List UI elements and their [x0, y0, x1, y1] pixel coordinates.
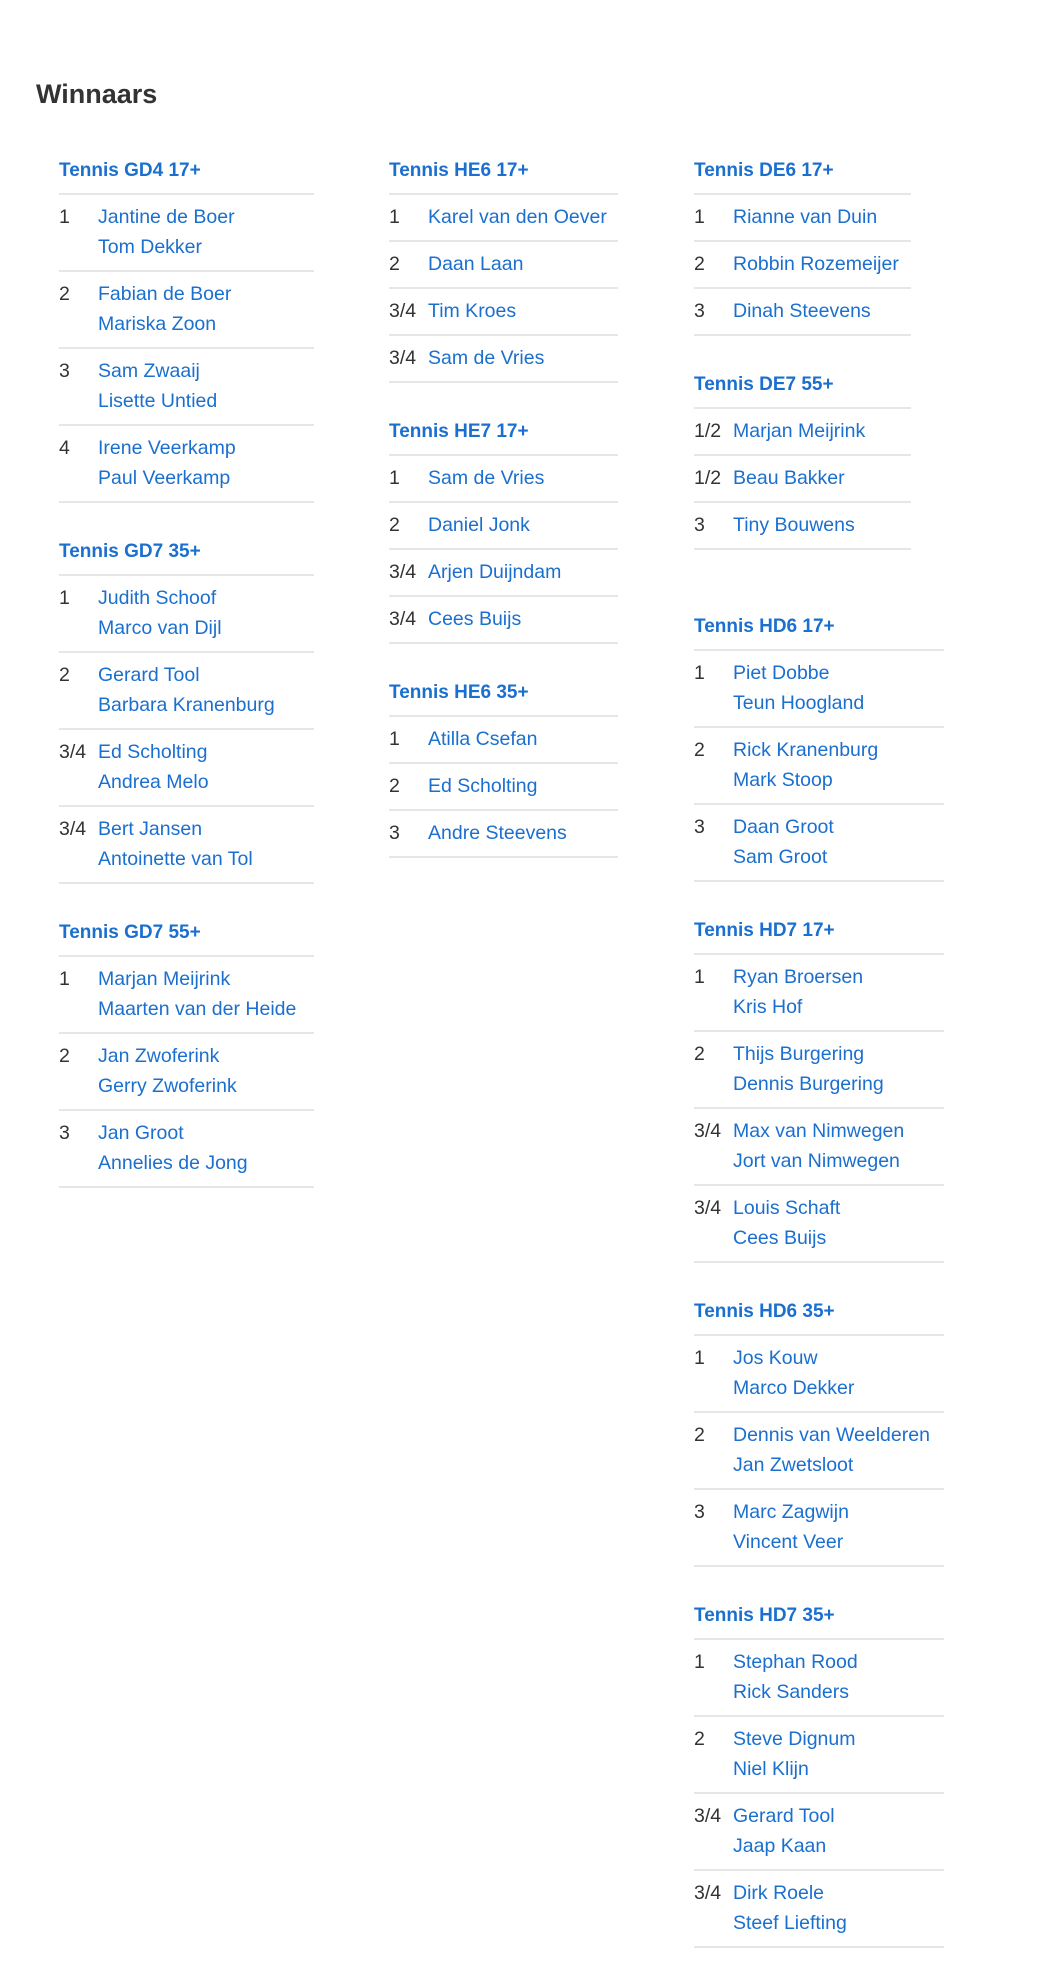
- player-link[interactable]: Jos Kouw: [733, 1347, 818, 1369]
- winner-row: [694, 728, 944, 805]
- category-title-link[interactable]: Tennis HD7 17+: [694, 912, 944, 955]
- winner-row: [389, 597, 618, 644]
- rank-label: 1: [59, 968, 70, 990]
- winner-row: [694, 1640, 944, 1717]
- rank-label: 3/4: [389, 347, 417, 369]
- winner-row: [59, 576, 314, 653]
- winner-row: [694, 1413, 944, 1490]
- player-link[interactable]: Barbara Kranenburg: [98, 694, 275, 716]
- rank-label: 2: [59, 1045, 70, 1067]
- player-link[interactable]: Dennis Burgering: [733, 1073, 884, 1095]
- player-link[interactable]: Steef Liefting: [733, 1912, 847, 1934]
- rank-label: 2: [59, 664, 70, 686]
- category-group: [694, 1597, 944, 1948]
- rank-label: 3/4: [389, 608, 417, 630]
- winner-row: [694, 409, 911, 456]
- rank-label: 3: [694, 300, 705, 322]
- rank-label: 3/4: [694, 1120, 722, 1142]
- player-link[interactable]: Louis Schaft: [733, 1197, 841, 1219]
- rank-label: 3/4: [694, 1197, 722, 1219]
- player-link[interactable]: Marc Zagwijn: [733, 1501, 849, 1523]
- player-link[interactable]: Sam de Vries: [428, 467, 545, 489]
- winner-row: [59, 349, 314, 426]
- category-group: [694, 152, 911, 336]
- rank-label: 2: [694, 253, 705, 275]
- player-link[interactable]: Marco Dekker: [733, 1377, 855, 1399]
- player-link[interactable]: Sam Groot: [733, 846, 828, 868]
- winner-row: [694, 456, 911, 503]
- winners-column-3: [694, 152, 944, 1964]
- rank-label: 1: [389, 728, 400, 750]
- player-link[interactable]: Jort van Nimwegen: [733, 1150, 900, 1172]
- winner-row: [389, 550, 618, 597]
- player-link[interactable]: Marjan Meijrink: [733, 420, 866, 442]
- winner-row: [694, 651, 944, 728]
- player-link[interactable]: Maarten van der Heide: [98, 998, 297, 1020]
- winner-row: [59, 426, 314, 503]
- player-link[interactable]: Marco van Dijl: [98, 617, 222, 639]
- rank-label: 3: [59, 1122, 70, 1144]
- category-title-link[interactable]: Tennis HD7 35+: [694, 1597, 944, 1640]
- player-link[interactable]: Jan Groot: [98, 1122, 184, 1144]
- rank-label: 3: [694, 816, 705, 838]
- winner-row: [694, 1490, 944, 1567]
- player-link[interactable]: Bert Jansen: [98, 818, 203, 840]
- category-group: [694, 1293, 944, 1567]
- player-link[interactable]: Daan Groot: [733, 816, 834, 838]
- winner-row: [694, 289, 911, 336]
- player-link[interactable]: Gerard Tool: [98, 664, 200, 686]
- player-link[interactable]: Mariska Zoon: [98, 313, 217, 335]
- player-link[interactable]: Dinah Steevens: [733, 300, 871, 322]
- category-group: [389, 413, 618, 644]
- player-link[interactable]: Robbin Rozemeijer: [733, 253, 899, 275]
- winner-row: [694, 1717, 944, 1794]
- rank-label: 1: [389, 206, 400, 228]
- player-link[interactable]: Rianne van Duin: [733, 206, 878, 228]
- category-title-link[interactable]: Tennis HE6 17+: [389, 152, 618, 195]
- player-link[interactable]: Ed Scholting: [428, 775, 538, 797]
- rank-label: 3/4: [59, 741, 87, 763]
- winner-row: [389, 764, 618, 811]
- winner-row: [59, 272, 314, 349]
- category-title-link[interactable]: Tennis HD6 35+: [694, 1293, 944, 1336]
- rank-label: 2: [694, 1424, 705, 1446]
- player-link[interactable]: Annelies de Jong: [98, 1152, 248, 1174]
- player-link[interactable]: Sam Zwaaij: [98, 360, 200, 382]
- rank-label: 1: [59, 587, 70, 609]
- winner-row: [389, 717, 618, 764]
- player-link[interactable]: Jantine de Boer: [98, 206, 235, 228]
- winner-row: [694, 1336, 944, 1413]
- winners-column-2: [389, 152, 618, 888]
- winner-row: [694, 955, 944, 1032]
- player-link[interactable]: Piet Dobbe: [733, 662, 830, 684]
- player-link[interactable]: Niel Klijn: [733, 1758, 809, 1780]
- rank-label: 2: [59, 283, 70, 305]
- player-link[interactable]: Mark Stoop: [733, 769, 833, 791]
- rank-label: 3/4: [389, 300, 417, 322]
- winner-row: [389, 503, 618, 550]
- winner-row: [59, 1034, 314, 1111]
- player-link[interactable]: Dennis van Weelderen: [733, 1424, 930, 1446]
- rank-label: 1: [694, 1651, 705, 1673]
- player-link[interactable]: Gerard Tool: [733, 1805, 835, 1827]
- rank-label: 3: [59, 360, 70, 382]
- player-link[interactable]: Rick Kranenburg: [733, 739, 879, 761]
- player-link[interactable]: Vincent Veer: [733, 1531, 844, 1553]
- rank-label: 2: [694, 1043, 705, 1065]
- winner-row: [694, 1032, 944, 1109]
- winner-row: [389, 195, 618, 242]
- player-link[interactable]: Andrea Melo: [98, 771, 209, 793]
- rank-label: 2: [389, 253, 400, 275]
- player-link[interactable]: Steve Dignum: [733, 1728, 856, 1750]
- category-group: [389, 674, 618, 858]
- rank-label: 3: [694, 514, 705, 536]
- winner-row: [694, 195, 911, 242]
- player-link[interactable]: Tiny Bouwens: [733, 514, 855, 536]
- player-link[interactable]: Jaap Kaan: [733, 1835, 827, 1857]
- winner-row: [59, 807, 314, 884]
- rank-label: 1: [694, 1347, 705, 1369]
- winner-row: [694, 1871, 944, 1948]
- player-link[interactable]: Judith Schoof: [98, 587, 217, 609]
- page-title: Winnaars: [36, 79, 158, 109]
- winner-row: [694, 503, 911, 550]
- rank-label: 1/2: [694, 467, 722, 489]
- category-group: [694, 912, 944, 1263]
- category-title-link[interactable]: Tennis DE6 17+: [694, 152, 911, 195]
- player-link[interactable]: Gerry Zwoferink: [98, 1075, 237, 1097]
- player-link[interactable]: Teun Hoogland: [733, 692, 865, 714]
- player-link[interactable]: Tom Dekker: [98, 236, 203, 258]
- winner-row: [694, 1794, 944, 1871]
- winner-row: [694, 1186, 944, 1263]
- winner-row: [389, 336, 618, 383]
- rank-label: 4: [59, 437, 70, 459]
- player-link[interactable]: Fabian de Boer: [98, 283, 232, 305]
- player-link[interactable]: Tim Kroes: [428, 300, 517, 322]
- category-group: [59, 533, 314, 884]
- winner-row: [389, 456, 618, 503]
- category-group: [694, 366, 911, 550]
- category-title-link[interactable]: Tennis HE7 17+: [389, 413, 618, 456]
- rank-label: 3/4: [59, 818, 87, 840]
- winner-row: [694, 805, 944, 882]
- category-title-link[interactable]: Tennis HE6 35+: [389, 674, 618, 717]
- rank-label: 3/4: [389, 561, 417, 583]
- player-link[interactable]: Stephan Rood: [733, 1651, 858, 1673]
- rank-label: 1: [694, 662, 705, 684]
- player-link[interactable]: Arjen Duijndam: [428, 561, 562, 583]
- player-link[interactable]: Kris Hof: [733, 996, 803, 1018]
- winner-row: [389, 289, 618, 336]
- rank-label: 2: [389, 775, 400, 797]
- rank-label: 1: [694, 966, 705, 988]
- rank-label: 2: [694, 739, 705, 761]
- rank-label: 1/2: [694, 420, 722, 442]
- category-title-link[interactable]: Tennis GD7 35+: [59, 533, 314, 576]
- winner-row: [694, 1109, 944, 1186]
- player-link[interactable]: Marjan Meijrink: [98, 968, 231, 990]
- winner-row: [59, 957, 314, 1034]
- winner-row: [59, 1111, 314, 1188]
- category-title-link[interactable]: Tennis HD6 17+: [694, 608, 944, 651]
- rank-label: 2: [389, 514, 400, 536]
- player-link[interactable]: Rick Sanders: [733, 1681, 849, 1703]
- rank-label: 3: [694, 1501, 705, 1523]
- winner-row: [59, 195, 314, 272]
- winner-row: [389, 811, 618, 858]
- winner-row: [389, 242, 618, 289]
- rank-label: 1: [59, 206, 70, 228]
- rank-label: 3/4: [694, 1882, 722, 1904]
- player-link[interactable]: Andre Steevens: [428, 822, 567, 844]
- winners-column-1: [59, 152, 314, 1218]
- player-link[interactable]: Daniel Jonk: [428, 514, 530, 536]
- category-group: [389, 152, 618, 383]
- winner-row: [694, 242, 911, 289]
- player-link[interactable]: Cees Buijs: [428, 608, 522, 630]
- winner-row: [59, 653, 314, 730]
- category-group: [59, 152, 314, 503]
- player-link[interactable]: Jan Zwetsloot: [733, 1454, 854, 1476]
- rank-label: 3/4: [694, 1805, 722, 1827]
- rank-label: 1: [694, 206, 705, 228]
- rank-label: 3: [389, 822, 400, 844]
- player-link[interactable]: Antoinette van Tol: [98, 848, 253, 870]
- player-link[interactable]: Paul Veerkamp: [98, 467, 231, 489]
- player-link[interactable]: Thijs Burgering: [733, 1043, 865, 1065]
- rank-label: 2: [694, 1728, 705, 1750]
- category-group: [59, 914, 314, 1188]
- category-group: [694, 608, 944, 882]
- player-link[interactable]: Irene Veerkamp: [98, 437, 236, 459]
- player-link[interactable]: Sam de Vries: [428, 347, 545, 369]
- category-title-link[interactable]: Tennis DE7 55+: [694, 366, 911, 409]
- player-link[interactable]: Atilla Csefan: [428, 728, 538, 750]
- player-link[interactable]: Cees Buijs: [733, 1227, 827, 1249]
- player-link[interactable]: Beau Bakker: [733, 467, 845, 489]
- player-link[interactable]: Karel van den Oever: [428, 206, 607, 228]
- category-title-link[interactable]: Tennis GD7 55+: [59, 914, 314, 957]
- player-link[interactable]: Ryan Broersen: [733, 966, 864, 988]
- player-link[interactable]: Dirk Roele: [733, 1882, 825, 1904]
- category-title-link[interactable]: Tennis GD4 17+: [59, 152, 314, 195]
- player-link[interactable]: Jan Zwoferink: [98, 1045, 220, 1067]
- player-link[interactable]: Ed Scholting: [98, 741, 208, 763]
- player-link[interactable]: Lisette Untied: [98, 390, 218, 412]
- player-link[interactable]: Daan Laan: [428, 253, 524, 275]
- player-link[interactable]: Max van Nimwegen: [733, 1120, 905, 1142]
- rank-label: 1: [389, 467, 400, 489]
- winner-row: [59, 730, 314, 807]
